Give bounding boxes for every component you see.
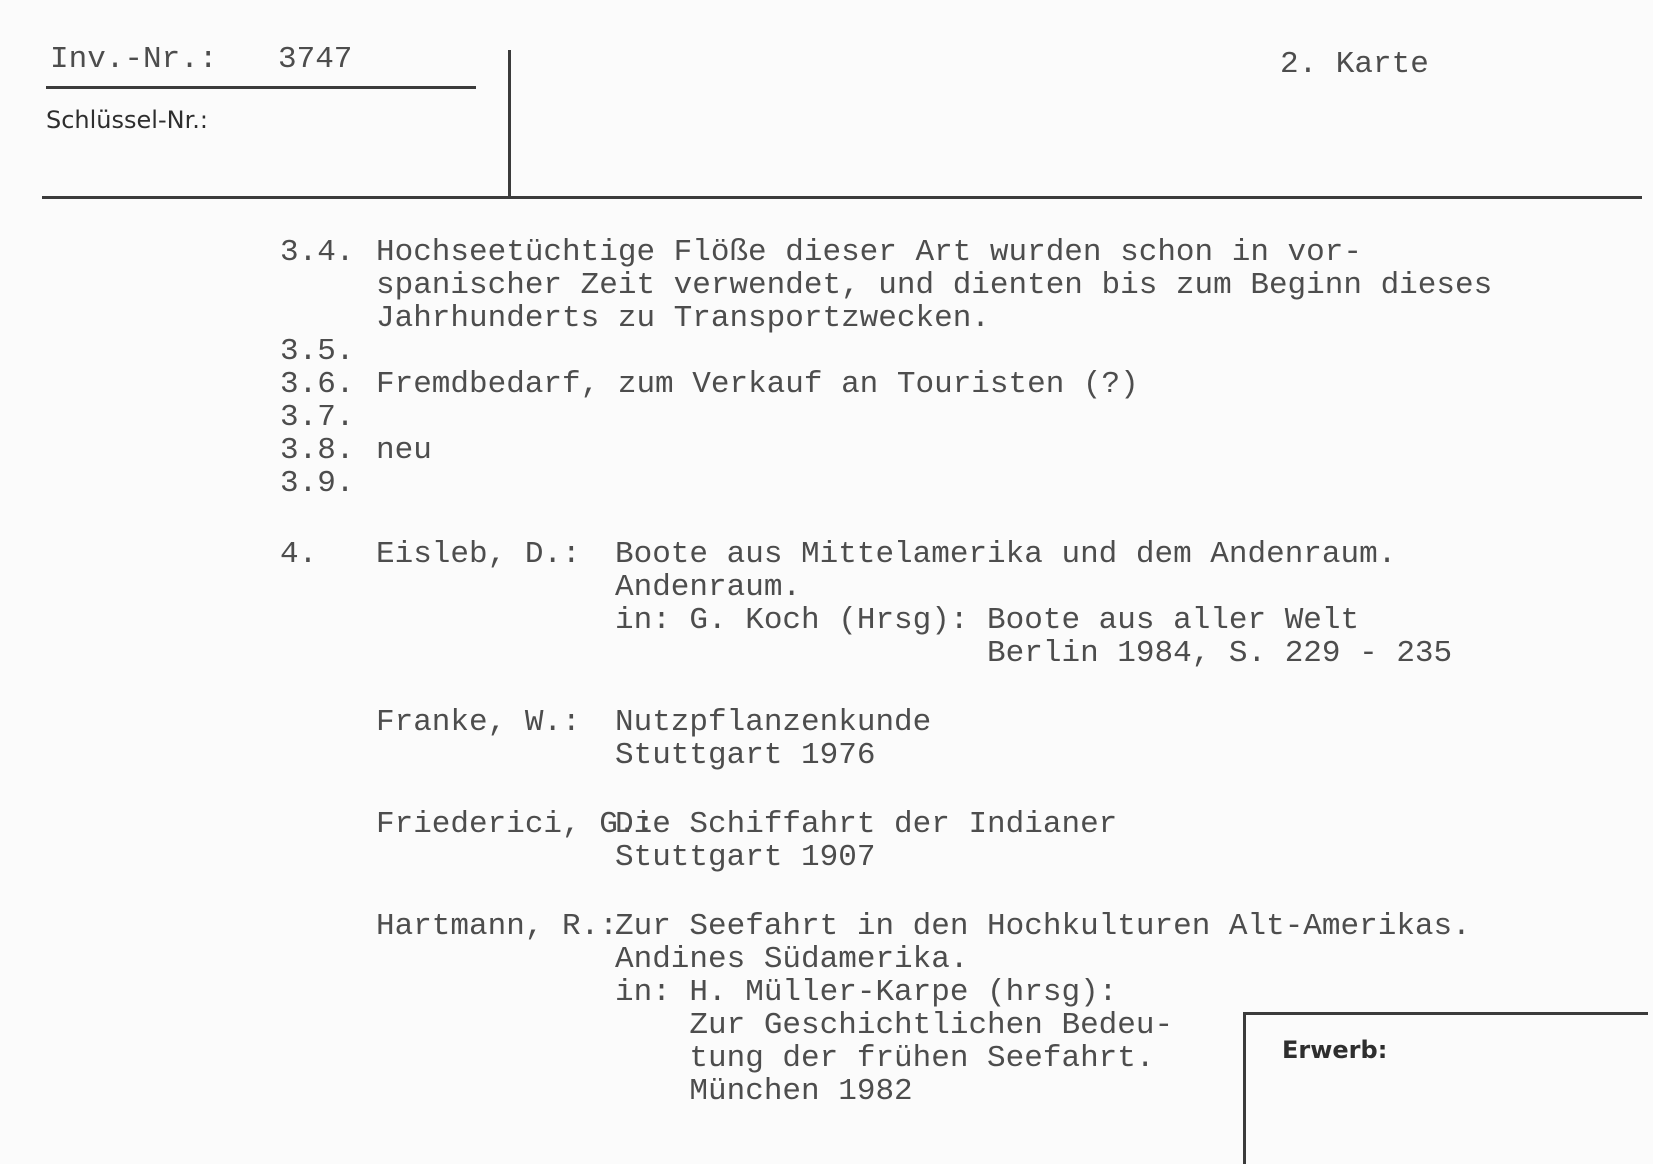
acquisition-box-top <box>1243 1012 1648 1015</box>
header-rule <box>42 196 1642 199</box>
literature-line: Zur Seefahrt in den Hochkulturen Alt-Amerikas. <box>615 909 1471 944</box>
literature-line: Andenraum. <box>615 570 802 605</box>
section-number: 3.7. <box>280 400 355 435</box>
literature-author: Hartmann, R.: <box>376 909 618 944</box>
literature-line: Nutzpflanzenkunde <box>615 705 932 740</box>
section-number: 3.5. <box>280 334 355 369</box>
literature-line: Berlin 1984, S. 229 - 235 <box>615 636 1453 671</box>
key-label: Schlüssel-Nr.: <box>46 106 208 134</box>
section-text-line: Fremdbedarf, zum Verkauf an Touristen (?) <box>376 367 1139 402</box>
literature-line: Die Schiffahrt der Indianer <box>615 807 1118 842</box>
section-number: 3.6. <box>280 367 355 402</box>
acquisition-label: Erwerb: <box>1282 1036 1388 1064</box>
literature-line: Stuttgart 1907 <box>615 840 876 875</box>
literature-author: Eisleb, D.: <box>376 537 581 572</box>
literature-number: 4. <box>280 537 318 572</box>
acquisition-box-left <box>1243 1012 1246 1164</box>
literature-author: Friederici, G.: <box>376 807 656 842</box>
inv-label: Inv.-Nr.: <box>50 42 218 77</box>
literature-author: Franke, W.: <box>376 705 581 740</box>
literature-line: Andines Südamerika. <box>615 942 969 977</box>
literature-line: München 1982 <box>615 1074 913 1109</box>
section-number: 3.4. <box>280 235 355 270</box>
literature-line: in: H. Müller-Karpe (hrsg): <box>615 975 1118 1010</box>
section-text-line: Hochseetüchtige Flöße dieser Art wurden schon in vor- <box>376 235 1362 270</box>
inv-value: 3747 <box>278 42 353 77</box>
literature-line: Stuttgart 1976 <box>615 738 876 773</box>
literature-line: tung der frühen Seefahrt. <box>615 1041 1155 1076</box>
section-number: 3.8. <box>280 433 355 468</box>
literature-line: Zur Geschichtlichen Bedeu- <box>615 1008 1174 1043</box>
inv-underline <box>46 86 476 89</box>
literature-line: Boote aus Mittelamerika und dem Andenraum. <box>615 537 1397 572</box>
section-text-line: Jahrhunderts zu Transportzwecken. <box>376 301 990 336</box>
section-text-line: neu <box>376 433 432 468</box>
header-divider <box>508 50 511 198</box>
section-number: 3.9. <box>280 466 355 501</box>
section-text-line: spanischer Zeit verwendet, und dienten bis zum Beginn dieses <box>376 268 1493 303</box>
card-number: 2. Karte <box>1280 47 1429 82</box>
literature-line: in: G. Koch (Hrsg): Boote aus aller Welt <box>615 603 1360 638</box>
